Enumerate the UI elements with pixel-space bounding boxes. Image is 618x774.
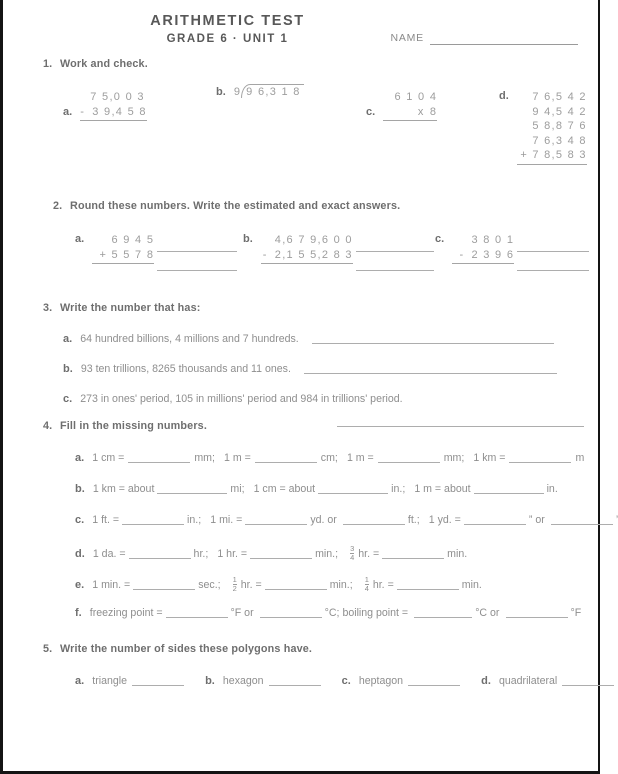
problem-1c-operator: x	[417, 105, 424, 118]
name-label: NAME	[390, 32, 424, 44]
seg-pre: 1 ft. =	[92, 514, 120, 526]
question-3	[21, 290, 584, 410]
seg-pre: 1 yd. =	[428, 514, 461, 526]
seg-post: in.	[546, 483, 558, 495]
worksheet-header	[21, 0, 584, 58]
problem-1c-multiplier: 8	[429, 105, 438, 118]
problem-1a	[63, 90, 147, 121]
problem-5a-text: triangle	[92, 675, 127, 687]
seg-post: mi;	[230, 483, 245, 495]
answer-blank-estimated[interactable]	[157, 241, 237, 252]
question-2	[21, 190, 584, 290]
problem-2b-label: b.	[243, 233, 253, 245]
addend: 7 6,3 4 8	[532, 134, 587, 147]
fill-blank[interactable]	[551, 514, 613, 525]
seg-post: °F or	[230, 607, 254, 619]
problem-1d	[499, 90, 587, 165]
problem-2a-label: a.	[75, 233, 85, 245]
fill-blank[interactable]	[166, 607, 228, 618]
problem-4a	[75, 452, 584, 464]
problem-4d	[75, 545, 467, 562]
problem-1a-minuend: 7 5,0 0 3	[90, 91, 145, 103]
fill-blank[interactable]	[265, 579, 327, 590]
page-subtitle: GRADE 6 · UNIT 1	[166, 33, 289, 45]
seg-pre: 1 min. =	[92, 579, 131, 591]
seg-post: °C or	[475, 607, 500, 619]
problem-1a-label: a.	[63, 105, 73, 118]
problem-2b-operator: -	[262, 248, 267, 261]
fill-blank[interactable]	[157, 483, 227, 494]
seg-post: mm;	[443, 452, 465, 464]
seg-post: in.;	[187, 514, 202, 526]
problem-5c-text: heptagon	[358, 675, 404, 687]
seg-post: min.	[447, 548, 468, 560]
fill-blank[interactable]	[378, 452, 440, 463]
fill-blank[interactable]	[464, 514, 526, 525]
answer-blank-estimated[interactable]	[356, 241, 434, 252]
problem-1d-operator: +	[520, 149, 527, 161]
seg-post: ’	[615, 514, 618, 526]
problem-4f-label: f.	[75, 607, 82, 619]
problem-1d-label: d.	[499, 90, 509, 102]
question-1-prompt-text: Work and check.	[60, 58, 148, 70]
seg-pre: $\frac{1}{2}$ hr. =	[232, 575, 262, 593]
problem-4f	[75, 607, 581, 619]
answer-blank-5a[interactable]	[132, 675, 184, 686]
problem-2a-bottom: 5 5 7 8	[111, 248, 155, 261]
seg-pre: 1 km =	[473, 452, 506, 464]
seg-pre: 1 m =	[224, 452, 251, 464]
problem-5b-label: b.	[205, 675, 215, 687]
addend: 5 8,8 7 6	[532, 120, 587, 132]
problem-2b-top: 4,6 7 9,6 0 0	[274, 234, 353, 246]
problem-2c-label: c.	[435, 233, 445, 245]
seg-post: sec.;	[198, 579, 221, 591]
name-input-line[interactable]	[430, 33, 578, 45]
question-3-prompt-text: Write the number that has:	[60, 302, 201, 314]
seg-post: ” or	[528, 514, 545, 526]
problem-1b	[216, 84, 304, 98]
seg-pre: $\frac{1}{4}$ hr. =	[364, 575, 394, 593]
seg-post: ft.;	[407, 514, 420, 526]
problem-4e	[75, 576, 482, 593]
question-4-number: 4.	[43, 420, 53, 432]
fill-blank[interactable]	[474, 483, 544, 494]
problem-4b	[75, 483, 558, 495]
problem-4a-label: a.	[75, 452, 85, 464]
question-1-prompt	[43, 58, 148, 70]
seg-post: in.;	[391, 483, 406, 495]
seg-post: °F	[570, 607, 582, 619]
addend-final-row	[517, 148, 587, 165]
fill-blank[interactable]	[509, 452, 571, 463]
problem-4e-label: e.	[75, 579, 85, 591]
problem-1c	[366, 90, 437, 121]
problem-1a-subtrahend-row	[80, 105, 147, 122]
question-5-prompt-text: Write the number of sides these polygons have.	[60, 643, 313, 655]
fill-blank[interactable]	[260, 607, 322, 618]
problem-5d-text: quadrilateral	[498, 675, 558, 687]
problem-3a-label: a.	[63, 333, 73, 345]
problem-3b-label: b.	[63, 363, 73, 375]
problem-5a-label: a.	[75, 675, 85, 687]
name-field	[390, 32, 578, 45]
problem-1c-multiplicand: 6 1 0 4	[394, 91, 438, 103]
answer-blank-5b[interactable]	[269, 675, 321, 686]
problem-2c-operator: -	[459, 248, 464, 261]
answer-blank-3b[interactable]	[304, 363, 557, 374]
question-2-prompt	[53, 200, 400, 212]
fill-blank[interactable]	[343, 514, 405, 525]
seg-pre: 1 km = about	[92, 483, 155, 495]
problem-5b-text: hexagon	[222, 675, 264, 687]
problem-2c-bottom-row	[452, 248, 514, 265]
problem-5c-label: c.	[341, 675, 351, 687]
seg-pre: 1 cm = about	[253, 483, 316, 495]
answer-blank-estimated[interactable]	[517, 241, 589, 252]
problem-4c-label: c.	[75, 514, 85, 526]
fill-blank[interactable]	[128, 452, 190, 463]
problem-3c-text: 273 in ones' period, 105 in millions' period and 984 in trillions' period.	[80, 393, 403, 405]
seg-pre: 1 m = about	[414, 483, 471, 495]
question-1	[21, 58, 587, 190]
seg-post: min.;	[315, 548, 339, 560]
fraction-3-over-4: $\frac{3}{4}$	[350, 544, 355, 562]
problem-1c-label: c.	[366, 105, 376, 118]
fraction-1-over-4: $\frac{1}{4}$	[364, 575, 369, 593]
question-4-prompt	[43, 420, 207, 432]
answer-blank-5d[interactable]	[562, 675, 614, 686]
question-3-number: 3.	[43, 302, 53, 314]
fill-blank[interactable]	[414, 607, 472, 618]
problem-5-row	[75, 675, 614, 687]
seg-pre: 1 da. =	[92, 548, 126, 560]
problem-4b-label: b.	[75, 483, 85, 495]
answer-blank-5c[interactable]	[408, 675, 460, 686]
problem-2b	[243, 233, 434, 271]
seg-pre: $\frac{3}{4}$ hr. =	[350, 544, 380, 562]
seg-pre: 1 cm =	[92, 452, 125, 464]
answer-blank-3a[interactable]	[312, 333, 554, 344]
problem-2c-bottom: 2 3 9 6	[471, 248, 515, 261]
problem-2c-top: 3 8 0 1	[471, 234, 515, 246]
problem-1c-multiplier-row	[383, 105, 437, 122]
fill-blank[interactable]	[506, 607, 568, 618]
problem-3a	[63, 333, 554, 345]
page-title: ARITHMETIC TEST	[150, 13, 305, 29]
problem-4d-label: d.	[75, 548, 85, 560]
problem-1b-division	[234, 84, 304, 98]
problem-3c-label: c.	[63, 393, 73, 405]
fill-blank[interactable]	[250, 548, 312, 559]
problem-4c	[75, 514, 618, 526]
question-5	[21, 635, 584, 695]
question-5-number: 5.	[43, 643, 53, 655]
problem-5d-label: d.	[481, 675, 491, 687]
answer-blank-exact[interactable]	[157, 260, 237, 271]
problem-1b-label: b.	[216, 86, 226, 98]
problem-3c	[63, 393, 403, 405]
answer-blank-exact[interactable]	[356, 260, 434, 271]
question-4-prompt-text: Fill in the missing numbers.	[60, 420, 207, 432]
question-1-number: 1.	[43, 58, 53, 70]
fill-blank[interactable]	[382, 548, 444, 559]
addend: 9 4,5 4 2	[532, 105, 587, 118]
seg-pre: 1 hr. =	[217, 548, 248, 560]
problem-2a	[75, 233, 237, 271]
problem-3b	[63, 363, 557, 375]
answer-blank-exact[interactable]	[517, 260, 589, 271]
question-4	[21, 410, 618, 635]
problem-2c	[435, 233, 589, 271]
problem-2b-bottom-row	[261, 248, 353, 265]
problem-1b-dividend: 9 6,3 1 8	[241, 84, 304, 98]
problem-2a-operator: +	[99, 248, 106, 261]
question-5-prompt	[43, 643, 312, 655]
fill-blank[interactable]	[245, 514, 307, 525]
question-3-prompt	[43, 302, 200, 314]
seg-post: °C; boiling point =	[324, 607, 409, 619]
seg-pre: 1 m =	[346, 452, 374, 464]
seg-post: hr.;	[193, 548, 209, 560]
fill-blank[interactable]	[318, 483, 388, 494]
problem-3b-text: 93 ten trillions, 8265 thousands and 11 ones.	[80, 363, 291, 375]
problem-2a-bottom-row	[92, 248, 154, 265]
problem-1a-subtrahend: 3 9,4 5 8	[92, 105, 147, 118]
addend: 7 6,5 4 2	[532, 91, 587, 103]
problem-3a-text: 64 hundred billions, 4 millions and 7 hundreds.	[80, 333, 299, 345]
seg-post: min.;	[329, 579, 353, 591]
fill-blank[interactable]	[255, 452, 317, 463]
question-2-prompt-text: Round these numbers. Write the estimated and exact answers.	[70, 200, 401, 212]
seg-post: cm;	[320, 452, 338, 464]
seg-post: m	[575, 452, 585, 464]
fill-blank[interactable]	[133, 579, 195, 590]
seg-post: min.	[461, 579, 482, 591]
fill-blank[interactable]	[122, 514, 184, 525]
problem-2a-top: 6 9 4 5	[111, 234, 155, 246]
fill-blank[interactable]	[397, 579, 459, 590]
problem-1b-divisor: 9	[233, 86, 242, 98]
fill-blank[interactable]	[129, 548, 191, 559]
seg-pre: freezing point =	[89, 607, 163, 619]
seg-pre: 1 mi. =	[210, 514, 243, 526]
question-2-number: 2.	[53, 200, 63, 212]
seg-post: yd. or	[310, 514, 337, 526]
fraction-1-over-2: $\frac{1}{2}$	[232, 575, 237, 593]
problem-2b-bottom: 2,1 5 5,2 8 3	[274, 248, 353, 261]
addend: 7 8,5 8 3	[532, 149, 587, 161]
seg-post: mm;	[194, 452, 215, 464]
problem-1a-operator: -	[80, 105, 84, 118]
